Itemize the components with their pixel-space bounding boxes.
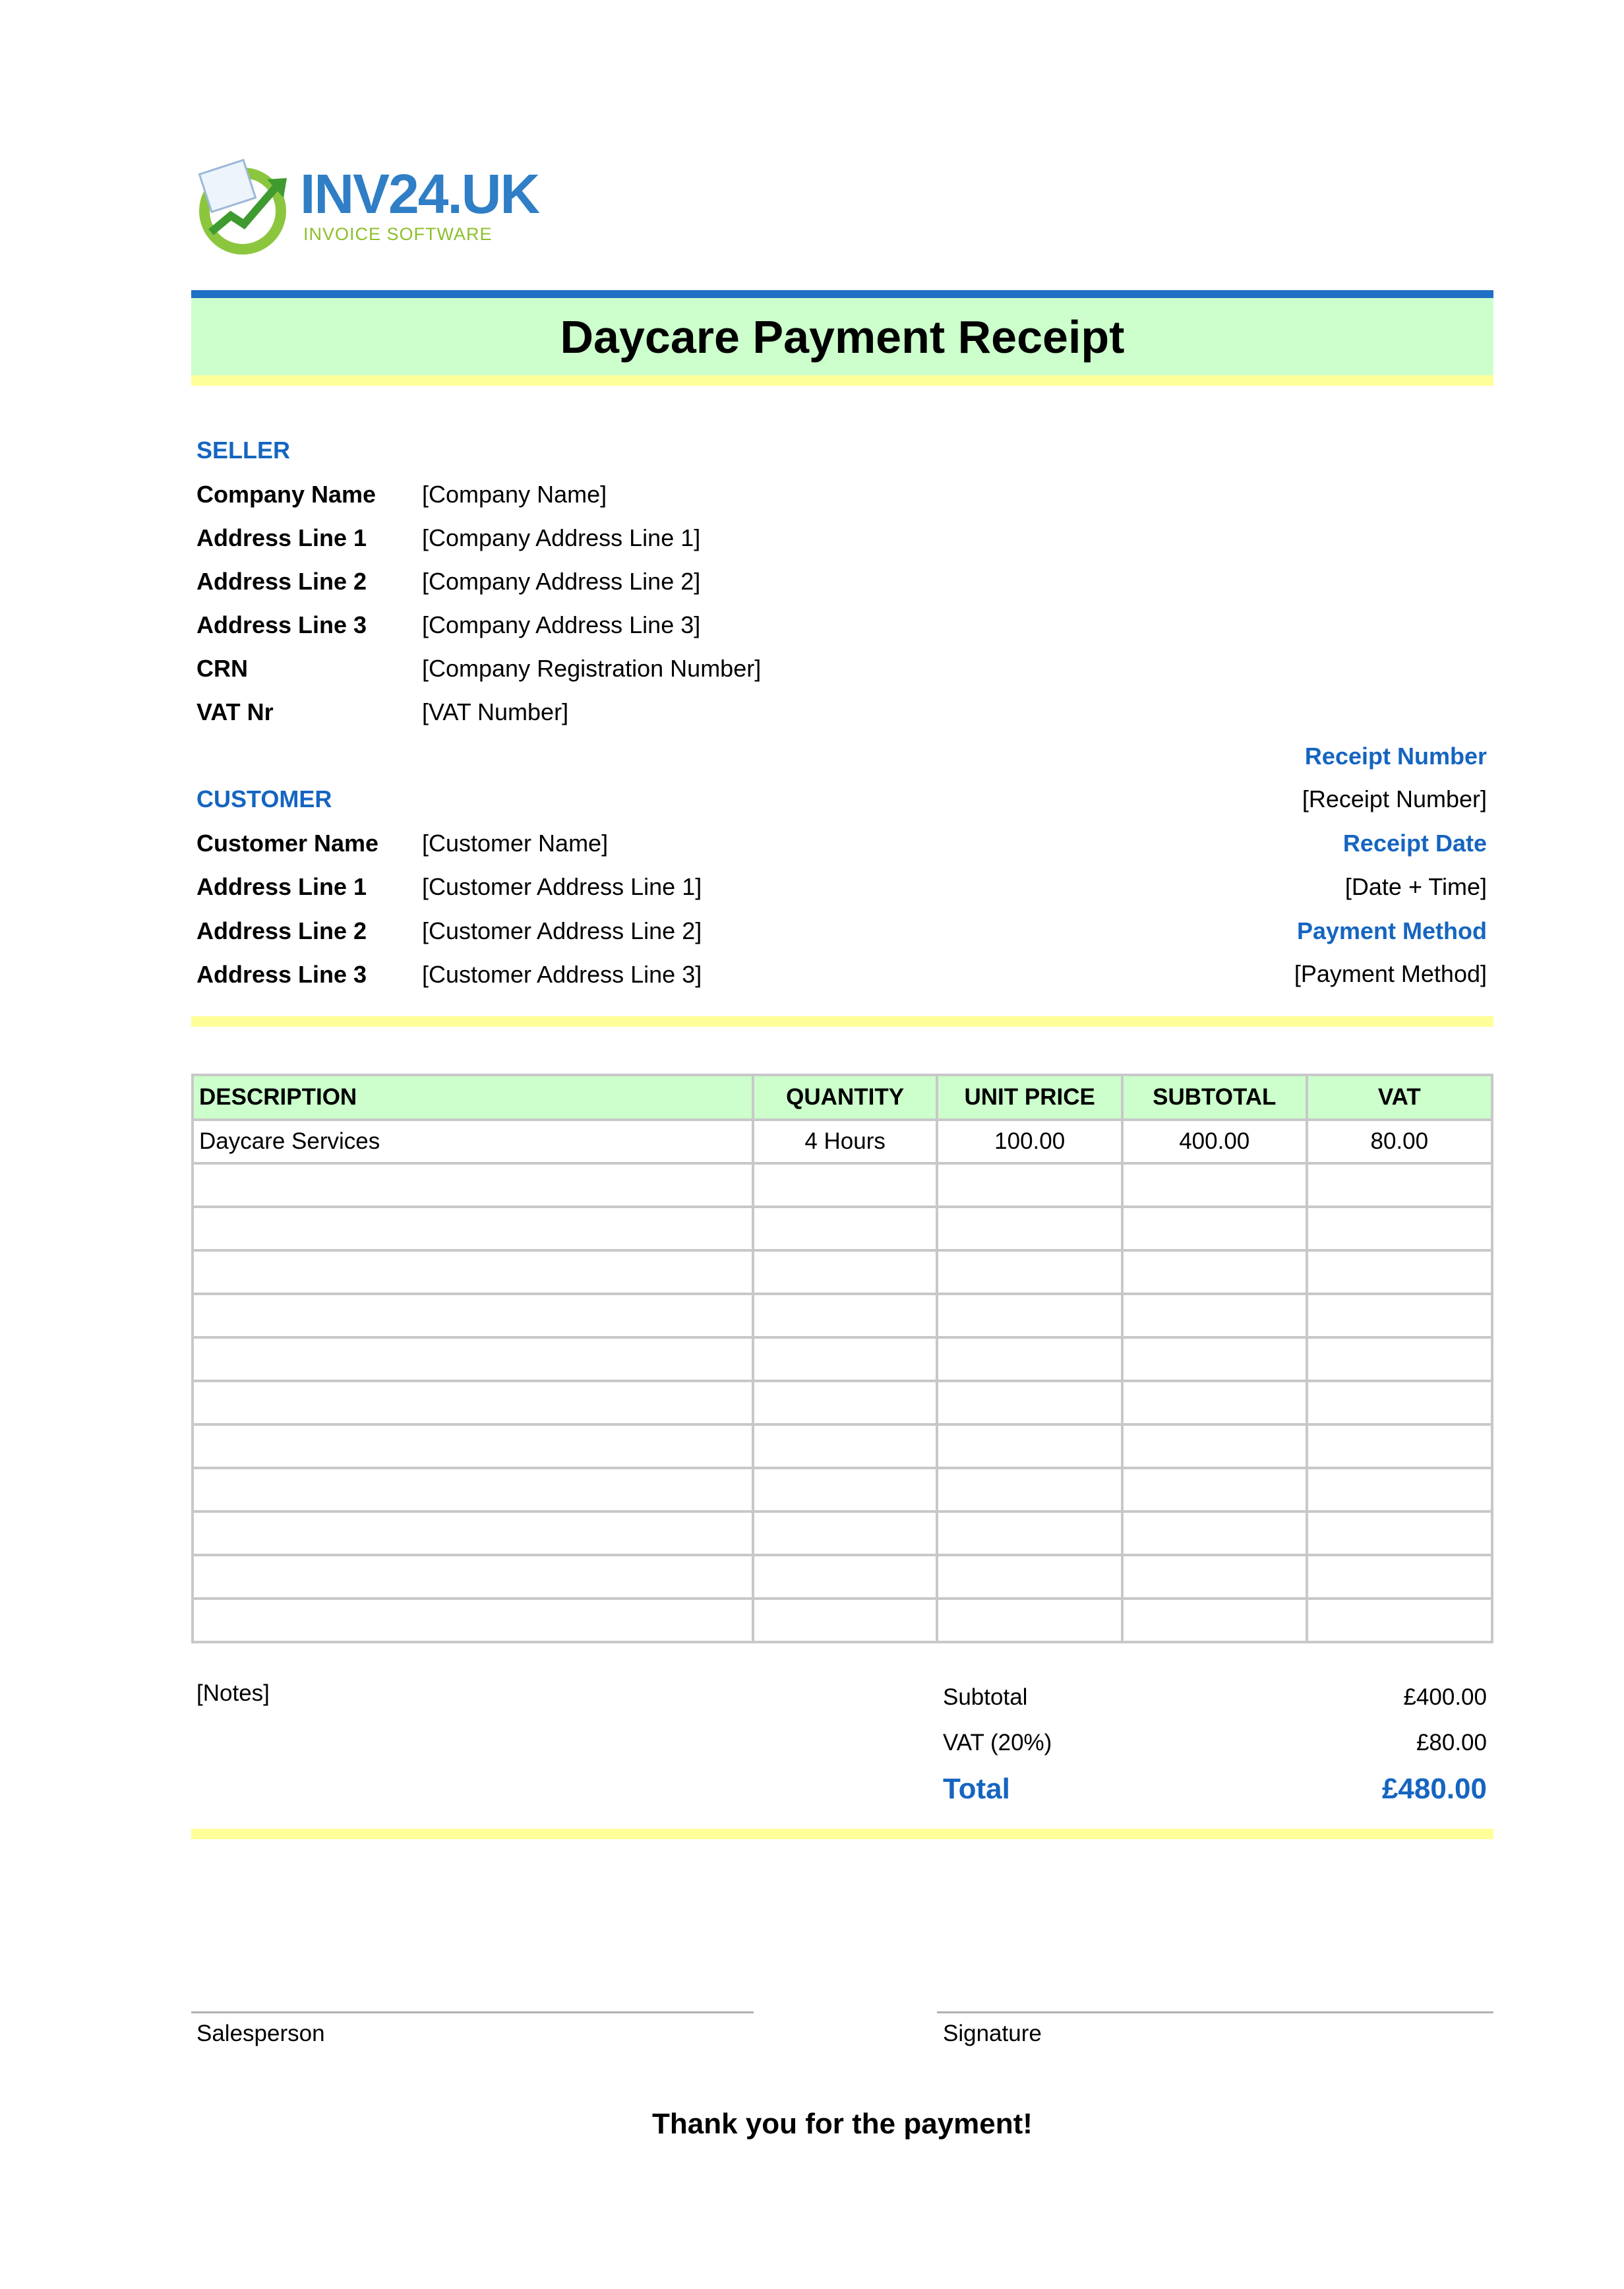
seller-value-address2: [Company Address Line 2] [422,568,701,595]
cell-quantity [753,1468,938,1511]
total-value: £480.00 [1381,1773,1487,1805]
seller-label-address3: Address Line 3 [196,611,367,638]
table-row [193,1555,1492,1599]
seller-heading: SELLER [196,437,291,464]
seller-label-crn: CRN [196,655,248,682]
cell-subtotal [1122,1207,1307,1250]
salesperson-line [191,2011,754,2013]
cell-quantity [753,1511,938,1555]
cell-unit-price [937,1250,1122,1294]
cell-subtotal [1122,1337,1307,1381]
cell-description [193,1207,753,1250]
customer-value-address3: [Customer Address Line 3] [422,961,702,988]
customer-value-address2: [Customer Address Line 2] [422,917,702,944]
cell-unit-price [937,1424,1122,1468]
receipt-number-value: [Receipt Number] [1302,785,1487,812]
company-logo [191,153,539,259]
seller-value-address3: [Company Address Line 3] [422,611,701,638]
logo-icon [191,153,297,259]
cell-vat [1307,1555,1492,1599]
cell-vat [1307,1511,1492,1555]
col-header-vat: VAT [1307,1075,1492,1120]
cell-unit-price [937,1381,1122,1424]
signature-line [937,2011,1493,2013]
cell-quantity [753,1250,938,1294]
cell-quantity [753,1555,938,1599]
receipt-date-label: Receipt Date [1342,830,1487,857]
cell-quantity [753,1294,938,1337]
cell-unit-price [937,1599,1122,1642]
table-row [193,1337,1492,1381]
cell-subtotal [1122,1250,1307,1294]
payment-method-value: [Payment Method] [1294,960,1487,987]
cell-unit-price: 100.00 [937,1120,1122,1163]
cell-subtotal: 400.00 [1122,1120,1307,1163]
items-table [191,1074,1493,1643]
table-header-row [193,1075,1492,1120]
thank-you-message: Thank you for the payment! [652,2108,1033,2140]
cell-description [193,1468,753,1511]
title-band [191,298,1493,375]
seller-value-crn: [Company Registration Number] [422,655,762,682]
cell-description [193,1294,753,1337]
cell-description [193,1163,753,1207]
cell-quantity [753,1424,938,1468]
cell-quantity [753,1381,938,1424]
seller-value-address1: [Company Address Line 1] [422,524,701,551]
cell-subtotal [1122,1294,1307,1337]
customer-value-address1: [Customer Address Line 1] [422,873,702,900]
cell-unit-price [937,1337,1122,1381]
cell-quantity: 4 Hours [753,1120,938,1163]
cell-subtotal [1122,1424,1307,1468]
cell-vat [1307,1294,1492,1337]
cell-vat [1307,1424,1492,1468]
table-row [193,1207,1492,1250]
table-row [193,1294,1492,1337]
cell-description [193,1250,753,1294]
cell-quantity [753,1337,938,1381]
salesperson-label: Salesperson [196,2021,325,2046]
cell-vat: 80.00 [1307,1120,1492,1163]
cell-description [193,1337,753,1381]
signature-label: Signature [943,2021,1042,2046]
table-row [193,1599,1492,1642]
total-label: Total [943,1773,1010,1805]
cell-subtotal [1122,1468,1307,1511]
notes: [Notes] [196,1680,270,1706]
cell-vat [1307,1250,1492,1294]
cell-description [193,1599,753,1642]
customer-heading: CUSTOMER [196,785,332,812]
cell-quantity [753,1599,938,1642]
customer-label-address3: Address Line 3 [196,961,367,988]
cell-description [193,1381,753,1424]
cell-subtotal [1122,1555,1307,1599]
seller-label-company: Company Name [196,481,376,508]
seller-value-vat: [VAT Number] [422,698,569,725]
cell-description [193,1555,753,1599]
cell-unit-price [937,1555,1122,1599]
cell-subtotal [1122,1163,1307,1207]
table-row [193,1163,1492,1207]
cell-vat [1307,1337,1492,1381]
seller-label-address1: Address Line 1 [196,524,367,551]
cell-quantity [753,1207,938,1250]
cell-description: Daycare Services [193,1120,753,1163]
cell-vat [1307,1599,1492,1642]
table-row [193,1511,1492,1555]
vat-value: £80.00 [1416,1730,1487,1755]
cell-vat [1307,1468,1492,1511]
title-bottom-bar [191,375,1493,386]
receipt-date-value: [Date + Time] [1344,873,1487,900]
cell-unit-price [937,1163,1122,1207]
title-top-bar [191,290,1493,298]
table-row [193,1468,1492,1511]
vat-label: VAT (20%) [943,1730,1052,1755]
cell-unit-price [937,1207,1122,1250]
customer-label-name: Customer Name [196,830,379,857]
seller-label-vat: VAT Nr [196,698,274,725]
subtotal-value: £400.00 [1403,1684,1487,1710]
cell-vat [1307,1163,1492,1207]
table-row [193,1250,1492,1294]
cell-subtotal [1122,1599,1307,1642]
col-header-unit-price: UNIT PRICE [937,1075,1122,1120]
table-row [193,1120,1492,1163]
table-row [193,1424,1492,1468]
cell-subtotal [1122,1511,1307,1555]
col-header-description: DESCRIPTION [193,1075,753,1120]
logo-name: INV24.UK [300,163,539,225]
seller-value-company: [Company Name] [422,481,607,508]
logo-tagline: INVOICE SOFTWARE [303,224,493,244]
cell-description [193,1511,753,1555]
receipt-number-label: Receipt Number [1304,743,1487,770]
table-row [193,1381,1492,1424]
customer-label-address2: Address Line 2 [196,917,367,944]
subtotal-label: Subtotal [943,1684,1028,1710]
payment-method-label: Payment Method [1296,917,1487,944]
cell-unit-price [937,1511,1122,1555]
section-divider [191,1016,1493,1027]
cell-description [193,1424,753,1468]
seller-label-address2: Address Line 2 [196,568,367,595]
totals-divider [191,1829,1493,1839]
page-title: Daycare Payment Receipt [560,311,1125,363]
cell-quantity [753,1163,938,1207]
cell-subtotal [1122,1381,1307,1424]
cell-vat [1307,1207,1492,1250]
customer-label-address1: Address Line 1 [196,873,367,900]
cell-unit-price [937,1294,1122,1337]
col-header-quantity: QUANTITY [753,1075,938,1120]
cell-vat [1307,1381,1492,1424]
col-header-subtotal: SUBTOTAL [1122,1075,1307,1120]
customer-value-name: [Customer Name] [422,830,609,857]
cell-unit-price [937,1468,1122,1511]
